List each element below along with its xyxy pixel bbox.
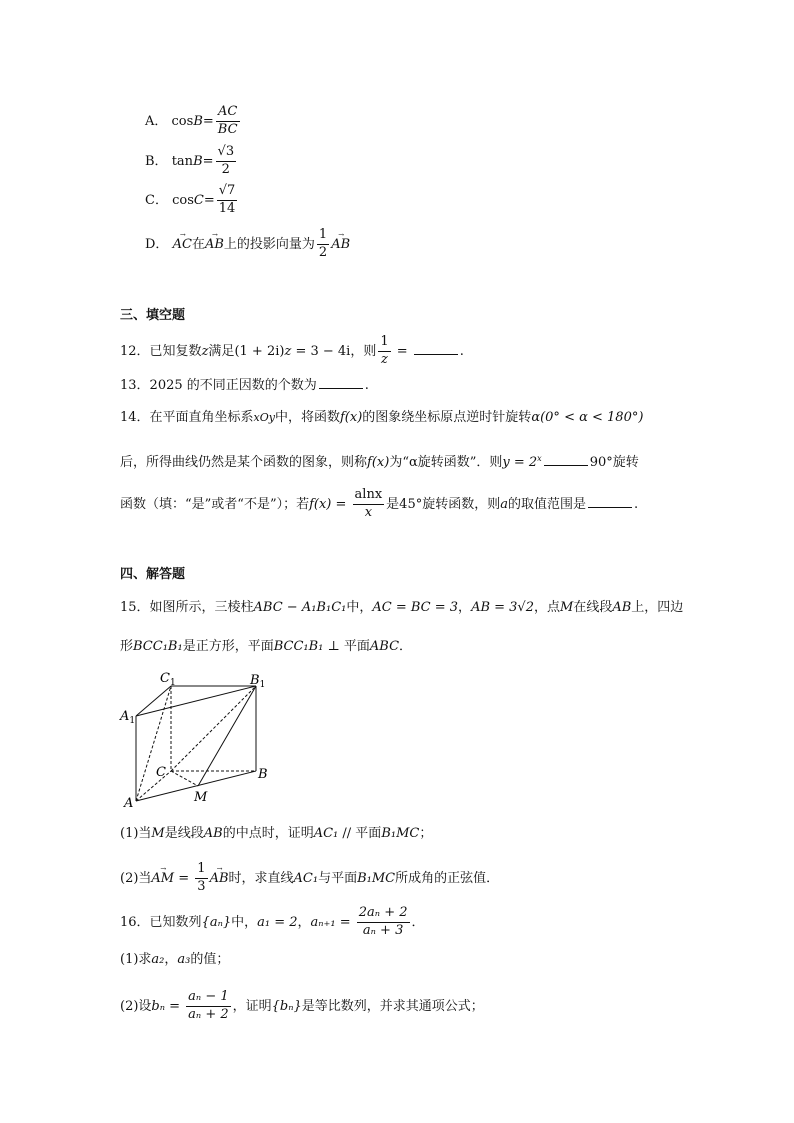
- text: .: [634, 496, 639, 512]
- text: 所成角的正弦值．: [395, 870, 500, 886]
- math: y = 2: [502, 455, 538, 470]
- text: 时，求直线: [228, 870, 294, 886]
- text: 满足: [208, 343, 235, 359]
- variable: C: [193, 192, 204, 208]
- denominator: aₙ + 2: [188, 1006, 229, 1022]
- math: aₙ₊₁ =: [310, 914, 355, 930]
- text: 90°旋转: [589, 455, 639, 470]
- text: 形: [120, 639, 134, 654]
- option-label: B．: [145, 153, 168, 169]
- text: ，点: [534, 600, 561, 615]
- text: 是正方形，平面: [182, 639, 274, 654]
- vector-text: AB: [331, 236, 351, 252]
- math: a₃: [177, 952, 191, 967]
- denominator: 2: [221, 161, 230, 177]
- math: B₁MC: [357, 870, 396, 886]
- text: (1)求: [120, 952, 152, 967]
- math: BCC₁B₁: [133, 639, 183, 654]
- question-15-line-1: [120, 601, 683, 614]
- section-title: 三、填空题: [120, 308, 186, 323]
- question-14-line-3: [120, 488, 638, 521]
- equals-sign: =: [202, 113, 214, 129]
- edge-cm: [171, 771, 198, 786]
- math: AC₁: [313, 826, 339, 841]
- math: //: [338, 826, 356, 841]
- label-c: C: [156, 765, 166, 780]
- denominator: 3: [197, 878, 206, 894]
- math: ABC: [369, 639, 400, 654]
- label-c1: $C_1$: [160, 671, 176, 688]
- option-label: C．: [145, 192, 168, 208]
- text: ；: [419, 826, 433, 841]
- math: AC = BC = 3: [372, 600, 459, 615]
- math: {bₙ}: [271, 998, 302, 1014]
- denominator: aₙ + 3: [362, 922, 404, 938]
- text: ，: [164, 952, 178, 967]
- text: 是线段: [164, 826, 204, 841]
- text: 中，: [346, 600, 373, 615]
- option-b: [145, 145, 238, 178]
- numerator: 2aₙ + 2: [357, 906, 410, 923]
- question-15-part-1: [120, 827, 432, 840]
- vector-text: AB: [209, 870, 229, 886]
- edge-ac1: [136, 686, 171, 801]
- math: a₂: [151, 952, 165, 967]
- math: AB: [203, 826, 223, 841]
- equals-sign: =: [203, 192, 215, 208]
- text: 14．在平面直角坐标系: [120, 410, 254, 425]
- math: BCC₁B₁: [273, 639, 324, 654]
- answer-blank[interactable]: [544, 453, 588, 466]
- answer-blank[interactable]: [414, 342, 458, 355]
- math: AB = 3√2: [471, 600, 534, 615]
- variable: a: [500, 496, 508, 512]
- equals-sign: =: [174, 870, 194, 886]
- text: (1)当: [120, 826, 152, 841]
- text: .: [459, 343, 464, 359]
- vector-text: AM: [151, 870, 175, 886]
- numerator: √7: [217, 184, 238, 201]
- numerator: 1: [317, 228, 329, 245]
- vector-ac: → AC: [172, 230, 192, 252]
- vector-text: AB: [204, 236, 224, 252]
- numerator: 1: [195, 862, 207, 879]
- label-m: M: [194, 790, 208, 805]
- option-c: [145, 184, 239, 217]
- section-title: 四、解答题: [120, 567, 186, 582]
- question-14-line-2: [120, 453, 639, 469]
- numerator: AC: [216, 105, 240, 122]
- text: (2)当: [120, 870, 152, 886]
- text: ．: [399, 639, 413, 654]
- question-15-part-2: [120, 862, 499, 895]
- fraction: [217, 184, 238, 217]
- text: 后，所得曲线仍然是某个函数的图象，则称: [120, 455, 368, 470]
- text: 中，将函数: [274, 410, 340, 425]
- q-number: 12．: [120, 343, 150, 359]
- math: α(0° < α < 180°): [531, 410, 644, 425]
- edge-cb1: [171, 686, 256, 771]
- fn-name: cos: [172, 192, 194, 208]
- denominator: x: [364, 504, 373, 520]
- denominator: BC: [217, 121, 238, 137]
- variable: M: [560, 600, 574, 615]
- math: (1 + 2i): [234, 343, 285, 359]
- fraction: [216, 145, 237, 178]
- variable: M: [151, 826, 165, 841]
- exponent: x: [537, 454, 542, 463]
- question-12: [120, 335, 464, 368]
- answer-blank[interactable]: [588, 495, 632, 508]
- equals-sign: =: [202, 153, 214, 169]
- text: 的取值范围是: [507, 496, 586, 512]
- text: 为“α旋转函数”．则: [389, 455, 503, 470]
- question-16-part-2: [120, 990, 484, 1023]
- text: 13．2025 的不同正因数的个数为: [120, 378, 317, 393]
- vector-ab: → AB: [204, 230, 224, 252]
- text: 的图象绕坐标原点逆时针旋转: [362, 410, 532, 425]
- question-16-part-1: [120, 953, 229, 966]
- text: (2)设: [120, 998, 152, 1014]
- question-13: [120, 376, 369, 392]
- variable: B: [193, 113, 203, 129]
- math: f(x) =: [309, 496, 351, 512]
- fraction: [186, 990, 230, 1023]
- text: 平面: [355, 826, 382, 841]
- math: ABC − A₁B₁C₁: [253, 600, 347, 615]
- math: B₁MC: [381, 826, 420, 841]
- question-16-line-1: [120, 906, 425, 939]
- label-b: B: [258, 767, 268, 782]
- text: 在: [191, 236, 205, 252]
- variable: z: [284, 343, 292, 359]
- text: 的中点时，证明: [222, 826, 314, 841]
- question-14-line-1: [120, 411, 643, 424]
- vector-ab: → AB: [331, 230, 351, 252]
- denominator: z: [381, 351, 388, 367]
- numerator: alnx: [353, 488, 385, 505]
- fraction: [357, 906, 410, 939]
- numerator: aₙ − 1: [186, 990, 230, 1007]
- label-a1: $A_1$: [120, 709, 136, 726]
- text: 的值；: [190, 952, 230, 967]
- math: f(x): [367, 455, 390, 470]
- text: ，: [458, 600, 472, 615]
- text: ，: [297, 914, 311, 930]
- label-b1: $B_1$: [250, 673, 266, 690]
- math: = 3 − 4i: [291, 343, 351, 359]
- math: AB: [612, 600, 632, 615]
- math: ⊥: [323, 639, 344, 654]
- answer-blank[interactable]: [319, 376, 363, 389]
- numerator: √3: [216, 145, 237, 162]
- equals-sign: =: [392, 343, 412, 359]
- label-a: A: [124, 796, 134, 810]
- text: ，则: [350, 343, 377, 359]
- text: 上的投影向量为: [223, 236, 315, 252]
- denominator: 2: [318, 244, 328, 260]
- vector-ab: → AB: [209, 864, 229, 886]
- math: AC₁: [293, 870, 319, 886]
- text: 已知复数: [149, 343, 202, 359]
- prism-figure: [118, 668, 278, 810]
- option-label: A．: [145, 113, 168, 129]
- fraction: [317, 228, 329, 261]
- question-15-line-2: [120, 640, 412, 653]
- fraction: [195, 862, 207, 895]
- fn-name: cos: [171, 113, 194, 129]
- text: ．: [411, 914, 425, 930]
- text: 在线段: [573, 600, 613, 615]
- fraction: [216, 105, 240, 138]
- fraction: [353, 488, 385, 521]
- math: a₁ = 2: [257, 914, 298, 930]
- variable: z: [201, 343, 209, 359]
- vector-text: AC: [172, 236, 192, 252]
- math: bₙ =: [151, 998, 185, 1014]
- vector-am: → AM: [151, 864, 175, 886]
- math: {aₙ}: [201, 914, 232, 930]
- numerator: 1: [378, 335, 390, 352]
- text: 函数（填：“是”或者“不是”）；若: [120, 496, 310, 512]
- fraction: [378, 335, 390, 368]
- text: ，证明: [232, 998, 272, 1014]
- text: 15．如图所示，三棱柱: [120, 600, 254, 615]
- variable: B: [193, 153, 203, 169]
- math: f(x): [340, 410, 363, 425]
- text: 与平面: [318, 870, 358, 886]
- text: 是等比数列，并求其通项公式；: [301, 998, 484, 1014]
- text: 中，: [231, 914, 258, 930]
- text: 16．已知数列: [120, 914, 202, 930]
- text: 平面: [343, 639, 370, 654]
- option-label: D．: [145, 236, 169, 252]
- fn-name: tan: [171, 153, 194, 169]
- text: 上，四边: [631, 600, 684, 615]
- option-a: [145, 105, 242, 138]
- math: xOy: [253, 411, 275, 424]
- option-d: [145, 228, 350, 261]
- text: 是45°旋转函数，则: [386, 496, 501, 512]
- text: .: [364, 378, 369, 393]
- denominator: 14: [218, 200, 236, 216]
